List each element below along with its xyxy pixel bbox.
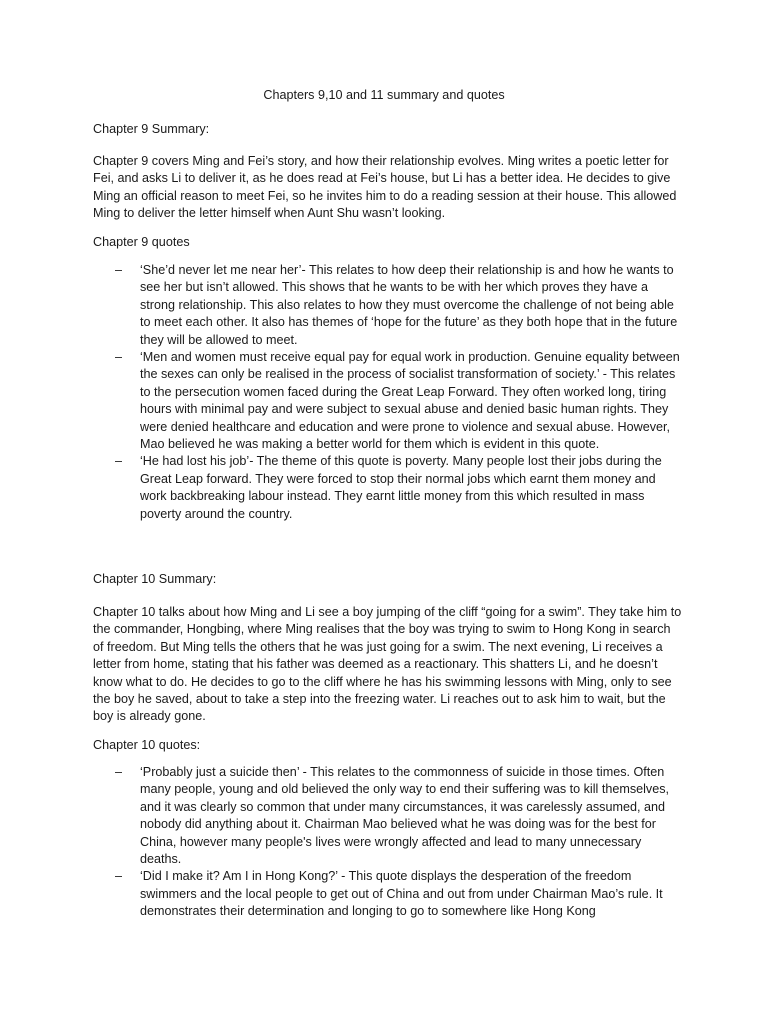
list-item [93, 453, 683, 523]
heading-text: Chapter 10 Summary: [93, 572, 217, 586]
bullet-dash: – [115, 263, 123, 277]
paragraph-text: Chapter 10 talks about how Ming and Li see a boy jumping of the cliff “going for a swim”. They take him to the commander, Hongbing, where Ming realises that the boy was trying to swim to Hong Kong in search of freedom. But Ming tells the others that he was just going for a swim. The next evening, Li receives a letter from home, stating that his father was deemed as a reactionary. This shatters Li, and he doesn’t know what to do. He decides to go to the cliff where he has his swimming lessons with Ming, only to see the boy he saved, about to take a step into the freezing water. Li reaches out to ask him to wait, but the boy is already gone. [93, 605, 682, 724]
quote-text: ‘Did I make it? Am I in Hong Kong?’ - This quote displays the desperation of the freedom swimmers and the local people to get out of China and out from under Chairman Mao’s rule. It demonstrates their determination and longing to go to somewhere like Hong Kong [140, 869, 663, 919]
bullet-dash: – [115, 454, 123, 469]
bullet-dash: – [115, 765, 123, 779]
heading-text: Chapter 9 Summary: [93, 122, 210, 136]
chapter-9-summary-heading [93, 121, 683, 138]
list-item [93, 764, 683, 868]
chapter-10-quotes-list [93, 764, 683, 921]
list-item [93, 349, 683, 453]
quote-text: ‘Probably just a suicide then’ - This relates to the commonness of suicide in those times. Often many people, young and old believed the only way to end their suffering was to kill themselves, and it was clearly so common that under many circumstances, it was carelessly assumed, and nobody did anything about it. Chairman Mao believed what he was doing was for the best for China, however many people's lives were wrongly affected and lead to many unnecessary deaths. [140, 765, 670, 867]
chapter-10-summary-heading [93, 571, 683, 588]
bullet-dash: – [115, 350, 123, 365]
heading-text: Chapter 9 quotes [93, 235, 190, 249]
chapter-10-summary [93, 604, 683, 726]
list-item [93, 262, 683, 349]
chapter-9-quotes-heading [93, 234, 683, 251]
paragraph-text: Chapter 9 covers Ming and Fei’s story, and how their relationship evolves. Ming writes a poetic letter for Fei, and asks Li to deliver it, as he does read at Fei’s house, but Li has a better idea. He decides to give Ming an official reason to meet Fei, so he invites him to do a reading session at their house. This allowed Ming to deliver the letter himself when Aunt Shu wasn’t looking. [93, 154, 677, 221]
chapter-10-quotes-heading [93, 737, 683, 754]
quote-text: ‘Men and women must receive equal pay for equal work in production. Genuine equality between the sexes can only be realised in the process of socialist transformation of society.’ - This relates to the persecution women faced during the Great Leap Forward. They often worked long, tiring hours with minimal pay and were subject to sexual abuse and denied basic human rights. They were denied healthcare and education and were prone to violence and sexual abuse. However, Mao believed he was making a better world for them which is evident in this quote. [140, 350, 680, 452]
heading-text: Chapter 10 quotes: [93, 738, 201, 752]
chapter-9-summary [93, 153, 683, 223]
document-title: Chapters 9,10 and 11 summary and quotes [263, 88, 505, 102]
chapter-9-quotes-list [93, 262, 683, 523]
bullet-dash: – [115, 869, 123, 884]
list-item [93, 868, 683, 920]
quote-text: ‘He had lost his job’- The theme of this quote is poverty. Many people lost their jobs during the Great Leap forward. They were forced to stop their normal jobs which earnt them money and work backbreaking labour instead. They earnt little money from this which resulted in mass poverty around the country. [140, 454, 662, 521]
quote-text: ‘She’d never let me near her’- This relates to how deep their relationship is and how he wants to see her but isn’t allowed. This shows that he wants to be with her which proves they have a strong relationship. This also relates to how they must overcome the challenge of not being able to meet each other. It also has themes of ‘hope for the future’ as they both hope that in the future they will be allowed to meet. [140, 263, 678, 347]
